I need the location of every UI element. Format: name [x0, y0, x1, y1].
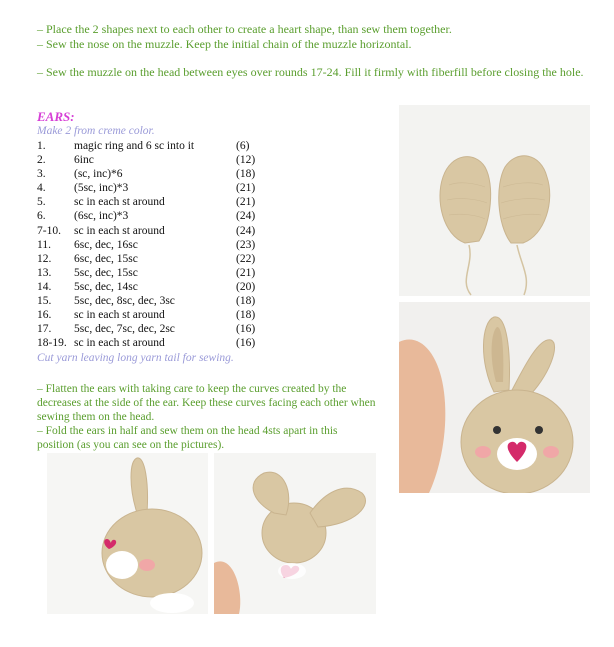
- pattern-row: [37, 139, 267, 153]
- row-number: 16.: [37, 309, 52, 322]
- row-stitch-count: (16): [236, 337, 256, 350]
- pattern-row: [37, 167, 267, 181]
- row-instruction: magic ring and 6 sc into it: [74, 140, 195, 152]
- row-stitch-count: (24): [236, 224, 256, 237]
- row-number: 13.: [37, 266, 52, 279]
- row-instruction: 6sc, dec, 15sc: [74, 252, 138, 265]
- pattern-row: [37, 252, 267, 266]
- row-stitch-count: (18): [236, 309, 256, 322]
- pattern-row: [37, 181, 267, 195]
- row-instruction: 5sc, dec, 7sc, dec, 2sc: [74, 323, 175, 336]
- row-stitch-count: (23): [236, 238, 256, 251]
- instruction-muzzle: – Sew the muzzle on the head between eyes over rounds 17-24. Fill it firmly with fiberfill before closing the hole.: [37, 65, 584, 79]
- row-instruction: (5sc, inc)*3: [74, 182, 129, 195]
- pattern-row: [37, 153, 267, 167]
- row-stitch-count: (6): [236, 140, 250, 152]
- instruction-heart: – Place the 2 shapes next to each other to create a heart shape, than sew them together.: [37, 22, 452, 36]
- bunny-front-photo: [399, 302, 590, 493]
- pattern-row: [37, 209, 267, 223]
- pattern-row: [37, 195, 267, 209]
- row-instruction: sc in each st around: [74, 309, 165, 322]
- finish-instructions: [37, 382, 377, 452]
- row-stitch-count: (18): [236, 168, 256, 181]
- pattern-row: [37, 280, 267, 294]
- row-number: 11.: [37, 238, 51, 251]
- intro-text: [37, 22, 587, 80]
- row-instruction: 5sc, dec, 8sc, dec, 3sc: [74, 295, 175, 308]
- pattern-row: [37, 294, 267, 308]
- row-stitch-count: (16): [236, 323, 256, 336]
- row-stitch-count: (18): [236, 295, 256, 308]
- cut-yarn-note: Cut yarn leaving long yarn tail for sewing.: [37, 352, 234, 364]
- bunny-side-photo: [47, 453, 208, 614]
- row-instruction: 6sc, dec, 16sc: [74, 238, 138, 251]
- row-number: 12.: [37, 252, 52, 265]
- pattern-row: [37, 266, 267, 280]
- row-number: 14.: [37, 280, 52, 293]
- row-instruction: (6sc, inc)*3: [74, 210, 129, 223]
- pattern-row: [37, 336, 267, 350]
- row-stitch-count: (21): [236, 196, 256, 209]
- row-number: 2.: [37, 154, 46, 167]
- row-instruction: 6inc: [74, 154, 94, 167]
- ears-pattern-rows: [37, 139, 267, 350]
- row-instruction: 5sc, dec, 15sc: [74, 266, 138, 279]
- pattern-row: [37, 308, 267, 322]
- pattern-row: [37, 238, 267, 252]
- row-stitch-count: (12): [236, 154, 256, 167]
- ears-heading: EARS:: [37, 109, 75, 124]
- row-number: 4.: [37, 182, 46, 195]
- row-number: 5.: [37, 196, 46, 209]
- row-instruction: sc in each st around: [74, 196, 165, 209]
- row-stitch-count: (24): [236, 210, 256, 223]
- row-number: 7-10.: [37, 224, 61, 237]
- row-instruction: sc in each st around: [74, 337, 165, 350]
- pattern-row: [37, 224, 267, 238]
- row-number: 17.: [37, 323, 52, 336]
- ears-subtitle: Make 2 from creme color.: [37, 125, 155, 137]
- row-stitch-count: (21): [236, 266, 256, 279]
- row-instruction: (sc, inc)*6: [74, 168, 123, 181]
- row-number: 1.: [37, 140, 46, 152]
- row-stitch-count: (21): [236, 182, 256, 195]
- bunny-top-photo: [214, 453, 376, 614]
- row-instruction: sc in each st around: [74, 224, 165, 237]
- pattern-row: [37, 322, 267, 336]
- row-number: 6.: [37, 210, 46, 223]
- instruction-flatten: – Flatten the ears with taking care to keep the curves created by the decreases at the side of the ear. Keep these curves facing each other when sewing them on the head.: [37, 383, 376, 423]
- crocheted-ears-photo: [399, 105, 590, 296]
- instruction-fold: – Fold the ears in half and sew them on the head 4sts apart in this position (as you can see on the pictures).: [37, 425, 338, 451]
- row-number: 18-19.: [37, 337, 67, 350]
- instruction-nose: – Sew the nose on the muzzle. Keep the initial chain of the muzzle horizontal.: [37, 37, 412, 51]
- row-instruction: 5sc, dec, 14sc: [74, 280, 138, 293]
- row-number: 3.: [37, 168, 46, 181]
- row-stitch-count: (22): [236, 252, 256, 265]
- row-stitch-count: (20): [236, 280, 256, 293]
- row-number: 15.: [37, 295, 52, 308]
